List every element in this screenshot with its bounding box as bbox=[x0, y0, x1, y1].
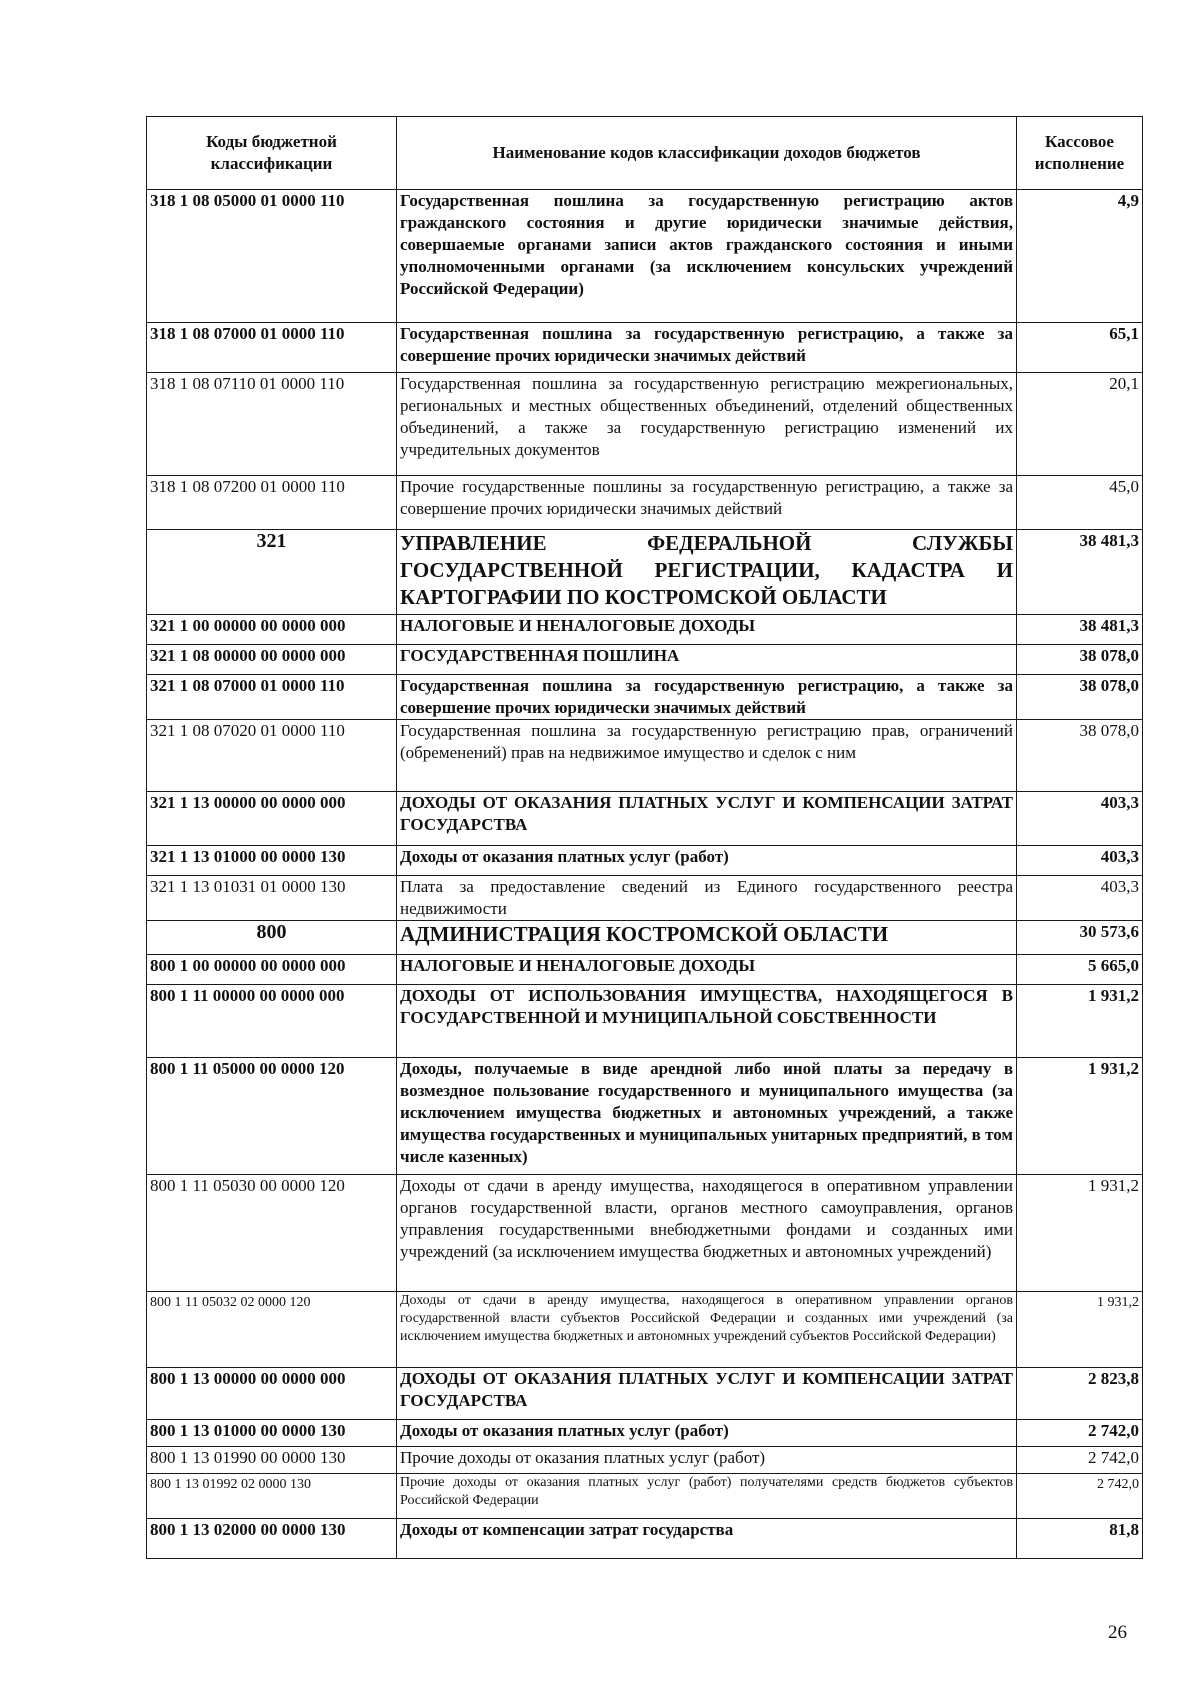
row-value: 5 665,0 bbox=[1017, 955, 1143, 985]
page-number: 26 bbox=[1108, 1622, 1127, 1643]
row-name: НАЛОГОВЫЕ И НЕНАЛОГОВЫЕ ДОХОДЫ bbox=[397, 615, 1017, 645]
row-value: 38 078,0 bbox=[1017, 720, 1143, 792]
row-value: 403,3 bbox=[1017, 876, 1143, 921]
table-body bbox=[147, 190, 1143, 1559]
row-name: Доходы от сдачи в аренду имущества, находящегося в оперативном управлении органов государственной власти субъектов Российской Федерации и созданных ими учреждений (за исключением имущества бюджетных и автономных учреждений субъектов Российской Федерации) bbox=[397, 1292, 1017, 1368]
row-name: Государственная пошлина за государственную регистрацию прав, ограничений (обременений) прав на недвижимое имущество и сделок с ним bbox=[397, 720, 1017, 792]
table-row bbox=[147, 1175, 1143, 1292]
row-name: Прочие государственные пошлины за государственную регистрацию, а также за совершение прочих юридически значимых действий bbox=[397, 476, 1017, 530]
row-name: ГОСУДАРСТВЕННАЯ ПОШЛИНА bbox=[397, 645, 1017, 675]
row-name: Доходы от компенсации затрат государства bbox=[397, 1519, 1017, 1559]
row-code: 321 bbox=[147, 530, 397, 615]
row-code: 321 1 13 01000 00 0000 130 bbox=[147, 846, 397, 876]
row-value: 1 931,2 bbox=[1017, 1292, 1143, 1368]
table-row bbox=[147, 476, 1143, 530]
row-code: 318 1 08 07110 01 0000 110 bbox=[147, 373, 397, 476]
row-name: Плата за предоставление сведений из Единого государственного реестра недвижимости bbox=[397, 876, 1017, 921]
row-value: 2 742,0 bbox=[1017, 1447, 1143, 1474]
row-value: 38 078,0 bbox=[1017, 675, 1143, 720]
row-value: 45,0 bbox=[1017, 476, 1143, 530]
table-row bbox=[147, 1474, 1143, 1519]
table-header-row bbox=[147, 117, 1143, 190]
row-value: 81,8 bbox=[1017, 1519, 1143, 1559]
header-name: Наименование кодов классификации доходов бюджетов bbox=[397, 117, 1017, 190]
table-row bbox=[147, 985, 1143, 1058]
row-name: Государственная пошлина за государственную регистрацию, а также за совершение прочих юридически значимых действий bbox=[397, 323, 1017, 373]
row-name: АДМИНИСТРАЦИЯ КОСТРОМСКОЙ ОБЛАСТИ bbox=[397, 921, 1017, 955]
table-row bbox=[147, 323, 1143, 373]
row-name: УПРАВЛЕНИЕ ФЕДЕРАЛЬНОЙ СЛУЖБЫ ГОСУДАРСТВЕННОЙ РЕГИСТРАЦИИ, КАДАСТРА И КАРТОГРАФИИ ПО КОСТРОМСКОЙ ОБЛАСТИ bbox=[397, 530, 1017, 615]
row-value: 2 823,8 bbox=[1017, 1368, 1143, 1420]
row-code: 800 1 11 05032 02 0000 120 bbox=[147, 1292, 397, 1368]
row-value: 403,3 bbox=[1017, 846, 1143, 876]
table-row bbox=[147, 615, 1143, 645]
row-name: Доходы, получаемые в виде арендной либо иной платы за передачу в возмездное пользование государственного и муниципального имущества (за исключением имущества бюджетных и автономных учреждений, а также имущества государственных и муниципальных унитарных предприятий, в том числе казенных) bbox=[397, 1058, 1017, 1175]
row-code: 800 1 00 00000 00 0000 000 bbox=[147, 955, 397, 985]
row-code: 800 bbox=[147, 921, 397, 955]
table-row bbox=[147, 1058, 1143, 1175]
table-row bbox=[147, 921, 1143, 955]
row-value: 38 481,3 bbox=[1017, 530, 1143, 615]
row-code: 321 1 08 00000 00 0000 000 bbox=[147, 645, 397, 675]
row-name: Государственная пошлина за государственную регистрацию, а также за совершение прочих юридически значимых действий bbox=[397, 675, 1017, 720]
row-name: Прочие доходы от оказания платных услуг (работ) получателями средств бюджетов субъектов Российской Федерации bbox=[397, 1474, 1017, 1519]
row-value: 4,9 bbox=[1017, 190, 1143, 323]
row-name: НАЛОГОВЫЕ И НЕНАЛОГОВЫЕ ДОХОДЫ bbox=[397, 955, 1017, 985]
row-value: 20,1 bbox=[1017, 373, 1143, 476]
table-row bbox=[147, 1368, 1143, 1420]
row-code: 800 1 13 02000 00 0000 130 bbox=[147, 1519, 397, 1559]
row-code: 800 1 13 01992 02 0000 130 bbox=[147, 1474, 397, 1519]
row-name: Доходы от оказания платных услуг (работ) bbox=[397, 846, 1017, 876]
table-row bbox=[147, 1519, 1143, 1559]
row-code: 800 1 13 00000 00 0000 000 bbox=[147, 1368, 397, 1420]
row-code: 318 1 08 07000 01 0000 110 bbox=[147, 323, 397, 373]
header-code: Коды бюджетной классификации bbox=[147, 117, 397, 190]
row-value: 65,1 bbox=[1017, 323, 1143, 373]
table-row bbox=[147, 792, 1143, 846]
table-row bbox=[147, 876, 1143, 921]
row-code: 800 1 13 01990 00 0000 130 bbox=[147, 1447, 397, 1474]
table-row bbox=[147, 1420, 1143, 1447]
table-row bbox=[147, 675, 1143, 720]
row-code: 800 1 11 05030 00 0000 120 bbox=[147, 1175, 397, 1292]
row-value: 1 931,2 bbox=[1017, 1058, 1143, 1175]
table-row bbox=[147, 846, 1143, 876]
table-row bbox=[147, 720, 1143, 792]
row-name: Прочие доходы от оказания платных услуг (работ) bbox=[397, 1447, 1017, 1474]
row-name: ДОХОДЫ ОТ ОКАЗАНИЯ ПЛАТНЫХ УСЛУГ И КОМПЕНСАЦИИ ЗАТРАТ ГОСУДАРСТВА bbox=[397, 1368, 1017, 1420]
row-code: 318 1 08 05000 01 0000 110 bbox=[147, 190, 397, 323]
row-code: 321 1 13 00000 00 0000 000 bbox=[147, 792, 397, 846]
row-value: 403,3 bbox=[1017, 792, 1143, 846]
row-name: Доходы от сдачи в аренду имущества, находящегося в оперативном управлении органов государственной власти, органов местного самоуправления, органов управления государственными внебюджетными фондами и созданных ими учреждений (за исключением имущества бюджетных и автономных учреждений) bbox=[397, 1175, 1017, 1292]
row-name: Государственная пошлина за государственную регистрацию межрегиональных, региональных и местных общественных объединений, отделений общественных объединений, а также за государственную регистрацию изменений их учредительных документов bbox=[397, 373, 1017, 476]
row-code: 321 1 08 07020 01 0000 110 bbox=[147, 720, 397, 792]
table-row bbox=[147, 1292, 1143, 1368]
table-row bbox=[147, 1447, 1143, 1474]
row-value: 2 742,0 bbox=[1017, 1420, 1143, 1447]
row-name: ДОХОДЫ ОТ ИСПОЛЬЗОВАНИЯ ИМУЩЕСТВА, НАХОДЯЩЕГОСЯ В ГОСУДАРСТВЕННОЙ И МУНИЦИПАЛЬНОЙ СОБСТВЕННОСТИ bbox=[397, 985, 1017, 1058]
table-row bbox=[147, 190, 1143, 323]
row-code: 321 1 08 07000 01 0000 110 bbox=[147, 675, 397, 720]
row-code: 800 1 13 01000 00 0000 130 bbox=[147, 1420, 397, 1447]
table-row bbox=[147, 955, 1143, 985]
row-value: 2 742,0 bbox=[1017, 1474, 1143, 1519]
row-code: 321 1 13 01031 01 0000 130 bbox=[147, 876, 397, 921]
row-value: 30 573,6 bbox=[1017, 921, 1143, 955]
table-row bbox=[147, 373, 1143, 476]
row-value: 1 931,2 bbox=[1017, 985, 1143, 1058]
row-code: 318 1 08 07200 01 0000 110 bbox=[147, 476, 397, 530]
row-code: 800 1 11 00000 00 0000 000 bbox=[147, 985, 397, 1058]
table-row bbox=[147, 530, 1143, 615]
row-value: 38 078,0 bbox=[1017, 645, 1143, 675]
table-row bbox=[147, 645, 1143, 675]
budget-revenue-table bbox=[146, 116, 1143, 1559]
row-name: Государственная пошлина за государственную регистрацию актов гражданского состояния и другие юридически значимые действия, совершаемые органами записи актов гражданского состояния и иными уполномоченными органами (за исключением консульских учреждений Российской Федерации) bbox=[397, 190, 1017, 323]
row-value: 38 481,3 bbox=[1017, 615, 1143, 645]
header-value: Кассовое исполнение bbox=[1017, 117, 1143, 190]
row-code: 321 1 00 00000 00 0000 000 bbox=[147, 615, 397, 645]
row-name: ДОХОДЫ ОТ ОКАЗАНИЯ ПЛАТНЫХ УСЛУГ И КОМПЕНСАЦИИ ЗАТРАТ ГОСУДАРСТВА bbox=[397, 792, 1017, 846]
row-code: 800 1 11 05000 00 0000 120 bbox=[147, 1058, 397, 1175]
row-name: Доходы от оказания платных услуг (работ) bbox=[397, 1420, 1017, 1447]
row-value: 1 931,2 bbox=[1017, 1175, 1143, 1292]
